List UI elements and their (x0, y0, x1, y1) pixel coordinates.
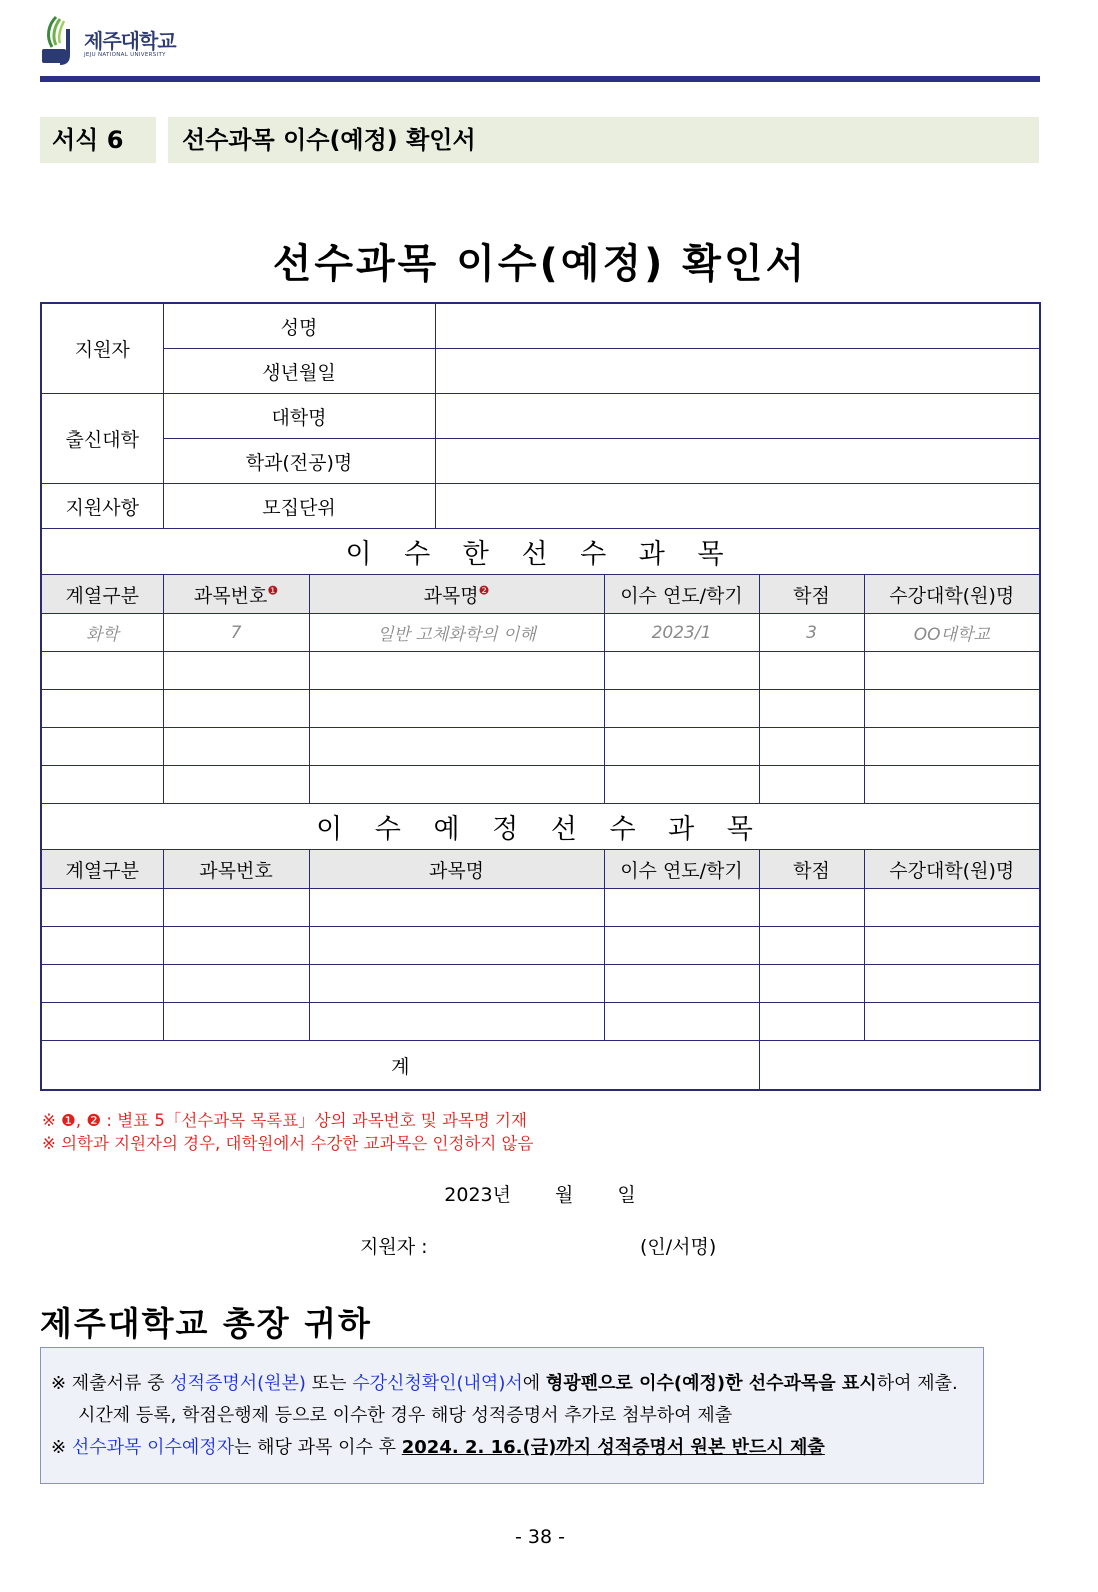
header-credits: 학점 (759, 850, 864, 889)
page-number: - 38 - (515, 1526, 565, 1548)
table-cell[interactable] (604, 927, 759, 965)
header-course-number: 과목번호$^❶$ (163, 575, 309, 614)
table-cell[interactable] (163, 927, 309, 965)
university-emblem-icon (40, 15, 74, 65)
document-title: 선수과목 이수(예정) 확인서 (272, 241, 808, 287)
table-cell[interactable] (309, 728, 604, 766)
table-cell[interactable] (759, 927, 864, 965)
example-credits: 3 (759, 614, 864, 652)
note-marker-1: ❶ (267, 583, 279, 598)
table-cell[interactable] (309, 652, 604, 690)
total-label: 계 (41, 1041, 759, 1091)
planned-header-row (41, 850, 1040, 889)
date-day: 일 (617, 1184, 636, 1206)
table-cell[interactable] (41, 1003, 163, 1041)
note-marker-2: ❷ (478, 583, 490, 598)
university-field[interactable] (435, 394, 1040, 439)
example-course-number: 7 (163, 614, 309, 652)
table-cell[interactable] (163, 1003, 309, 1041)
completed-course-row (41, 652, 1040, 690)
table-cell[interactable] (41, 690, 163, 728)
table-cell[interactable] (309, 1003, 604, 1041)
header-credits: 학점 (759, 575, 864, 614)
table-cell[interactable] (41, 965, 163, 1003)
table-cell[interactable] (864, 1003, 1040, 1041)
table-cell[interactable] (864, 927, 1040, 965)
confirmation-form-table (40, 302, 1041, 1091)
header-course-name: 과목명$^❷$ (309, 575, 604, 614)
table-cell[interactable] (604, 965, 759, 1003)
apply-group-label: 지원사항 (41, 484, 163, 529)
header-category: 계열구분 (41, 575, 163, 614)
recruit-unit-label: 모집단위 (163, 484, 435, 529)
header-course-number: 과목번호 (163, 850, 309, 889)
notice-line-2: 시간제 등록, 학점은행제 등으로 이수한 경우 해당 성적증명서 추가로 첨부하여 제출 (78, 1405, 733, 1426)
table-cell[interactable] (759, 766, 864, 804)
table-notes (42, 1109, 533, 1155)
university-row (41, 394, 1040, 439)
note-line: ※ 의학과 지원자의 경우, 대학원에서 수강한 교과목은 인정하지 않음 (42, 1134, 534, 1153)
signature-label: 지원자 : (360, 1236, 428, 1258)
department-row (41, 439, 1040, 484)
date-month: 월 (555, 1184, 574, 1206)
table-cell[interactable] (604, 652, 759, 690)
example-row (41, 614, 1040, 652)
registration-highlight: 수강신청확인(내역)서 (352, 1373, 523, 1394)
signature-seal: (인/서명) (640, 1236, 717, 1258)
planned-students-highlight: 선수과목 이수예정자 (71, 1437, 235, 1458)
table-cell[interactable] (759, 690, 864, 728)
header-divider (40, 76, 1040, 82)
planned-course-row (41, 889, 1040, 927)
application-row (41, 484, 1040, 529)
table-cell[interactable] (309, 927, 604, 965)
table-cell[interactable] (604, 690, 759, 728)
completed-course-row (41, 690, 1040, 728)
completed-course-row (41, 766, 1040, 804)
note-line: ※ ❶, ❷ : 별표 5「선수과목 목록표」상의 과목번호 및 과목명 기재 (42, 1111, 527, 1130)
table-cell[interactable] (604, 728, 759, 766)
planned-course-row (41, 927, 1040, 965)
table-cell[interactable] (41, 927, 163, 965)
completed-header-row (41, 575, 1040, 614)
table-cell[interactable] (41, 766, 163, 804)
birth-date-label: 생년월일 (163, 349, 435, 394)
table-cell[interactable] (163, 652, 309, 690)
name-label: 성명 (163, 303, 435, 349)
example-year-semester: 2023/1 (604, 614, 759, 652)
table-cell[interactable] (759, 965, 864, 1003)
table-cell[interactable] (163, 728, 309, 766)
planned-course-row (41, 965, 1040, 1003)
applicant-birth-row (41, 349, 1040, 394)
transcript-highlight: 성적증명서(원본) (170, 1373, 306, 1394)
table-cell[interactable] (759, 889, 864, 927)
table-cell[interactable] (604, 1003, 759, 1041)
completed-course-row (41, 728, 1040, 766)
table-cell[interactable] (864, 690, 1040, 728)
table-cell[interactable] (163, 889, 309, 927)
table-cell[interactable] (41, 652, 163, 690)
table-cell[interactable] (759, 1003, 864, 1041)
header-category: 계열구분 (41, 850, 163, 889)
notice-line-1: ※ 제출서류 중 성적증명서(원본) 또는 수강신청확인(내역)서에 형광펜으로 이수(예정)한 선수과목을 표시하여 제출. (51, 1373, 958, 1394)
total-row (41, 1041, 1040, 1091)
table-cell[interactable] (163, 766, 309, 804)
notice-line-3: ※ 선수과목 이수예정자는 해당 과목 이수 후 2024. 2. 16.(금)까지 성적증명서 원본 반드시 제출 (51, 1437, 825, 1458)
highlighter-instruction: 형광펜으로 이수(예정)한 선수과목을 표시 (545, 1373, 877, 1394)
table-cell[interactable] (41, 889, 163, 927)
header-course-name: 과목명 (309, 850, 604, 889)
table-cell[interactable] (864, 652, 1040, 690)
table-cell[interactable] (163, 690, 309, 728)
header-institution: 수강대학(원)명 (864, 850, 1040, 889)
planned-section-row (41, 804, 1040, 850)
table-cell[interactable] (41, 728, 163, 766)
table-cell[interactable] (864, 766, 1040, 804)
department-field[interactable] (435, 439, 1040, 484)
school-group-label: 출신대학 (41, 394, 163, 484)
form-header-title: 선수과목 이수(예정) 확인서 (168, 117, 1039, 163)
name-field[interactable] (435, 303, 1040, 349)
university-label: 대학명 (163, 394, 435, 439)
date-line (0, 1180, 1080, 1207)
example-institution: OO대학교 (864, 614, 1040, 652)
header-year-semester: 이수 연도/학기 (604, 575, 759, 614)
header-institution: 수강대학(원)명 (864, 575, 1040, 614)
table-cell[interactable] (864, 728, 1040, 766)
table-cell[interactable] (759, 652, 864, 690)
table-cell[interactable] (864, 965, 1040, 1003)
planned-section-title: 이 수 예 정 선 수 과 목 (41, 804, 1040, 850)
applicant-name-row (41, 303, 1040, 349)
recipient-line: 제주대학교 총장 귀하 (40, 1304, 372, 1343)
table-cell[interactable] (309, 690, 604, 728)
table-cell[interactable] (309, 965, 604, 1003)
planned-course-row (41, 1003, 1040, 1041)
university-logo: 제주대학교 JEJU NATIONAL UNIVERSITY (40, 15, 190, 67)
table-cell[interactable] (759, 728, 864, 766)
completed-section-title: 이 수 한 선 수 과 목 (41, 529, 1040, 575)
department-label: 학과(전공)명 (163, 439, 435, 484)
example-category: 화학 (41, 614, 163, 652)
completed-section-row (41, 529, 1040, 575)
table-cell[interactable] (309, 766, 604, 804)
example-course-name: 일반 고체화학의 이해 (309, 614, 604, 652)
total-credits-field[interactable] (759, 1041, 1040, 1091)
birth-date-field[interactable] (435, 349, 1040, 394)
table-cell[interactable] (163, 965, 309, 1003)
table-cell[interactable] (604, 766, 759, 804)
header-year-semester: 이수 연도/학기 (604, 850, 759, 889)
table-cell[interactable] (309, 889, 604, 927)
submission-notice-box (40, 1347, 984, 1484)
table-cell[interactable] (864, 889, 1040, 927)
applicant-group-label: 지원자 (41, 303, 163, 394)
recruit-unit-field[interactable] (435, 484, 1040, 529)
form-number-label: 서식 6 (40, 117, 156, 163)
table-cell[interactable] (604, 889, 759, 927)
date-year: 2023년 (444, 1184, 511, 1206)
deadline-notice: 2024. 2. 16.(금)까지 성적증명서 원본 반드시 제출 (401, 1437, 825, 1458)
